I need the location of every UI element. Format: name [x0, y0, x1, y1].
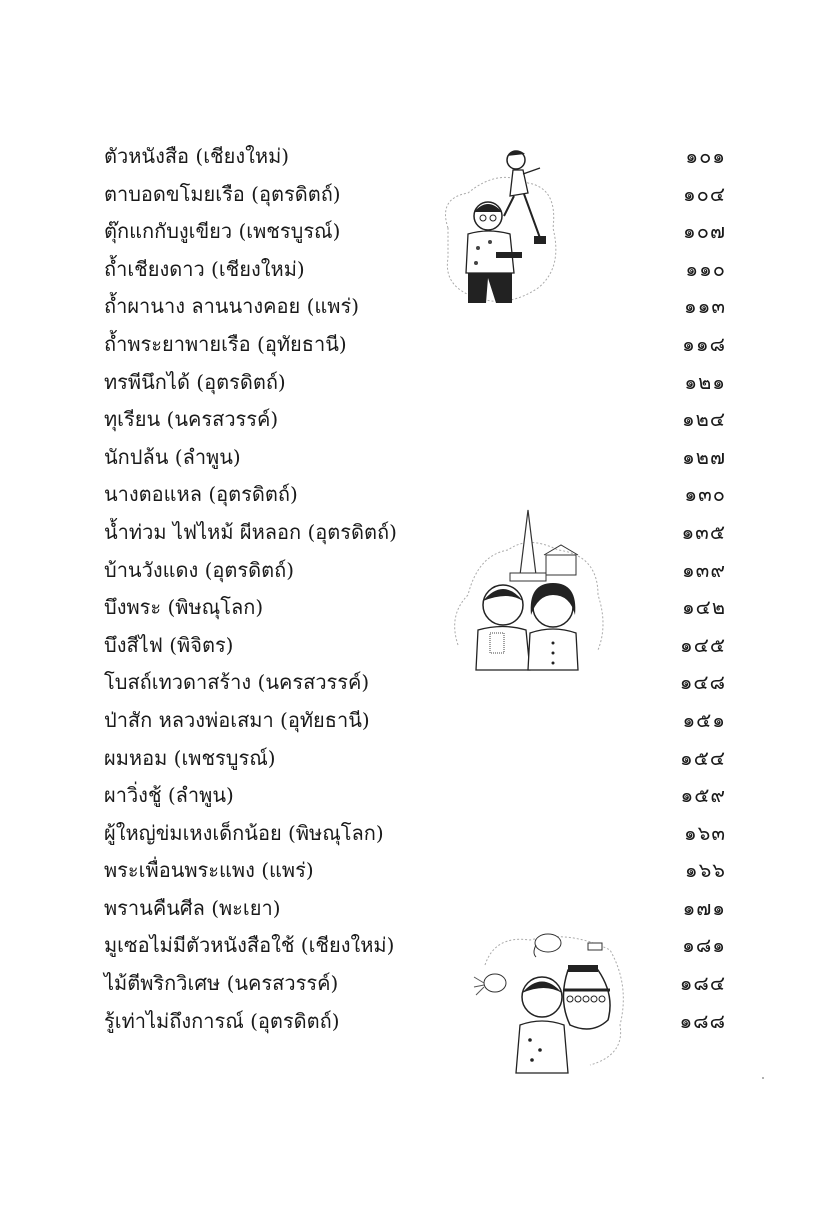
toc-entry: [104, 251, 726, 289]
toc-entry: [104, 439, 726, 477]
toc-entry-title: รู้เท่าไม่ถึงการณ์ (อุตรดิตถ์): [104, 1008, 340, 1033]
toc-entry-title: ไม้ตีพริกวิเศษ (นครสวรรค์): [104, 971, 339, 996]
toc-entry-title: บ้านวังแดง (อุตรดิตถ์): [104, 557, 295, 582]
toc-entry: [104, 552, 726, 590]
toc-entry-title: น้ำท่วม ไฟไหม้ ผีหลอก (อุตรดิตถ์): [104, 519, 397, 544]
toc-entry-title: ถ้ำพระยาพายเรือ (อุทัยธานี): [104, 331, 347, 356]
toc-entry: [104, 890, 726, 928]
toc-entry-title: มูเซอไม่มีตัวหนังสือใช้ (เชียงใหม่): [104, 933, 395, 958]
toc-entry-page-number: ๑๑๐: [685, 256, 726, 281]
toc-entry-title: พระเพื่อนพระแพง (แพร่): [104, 858, 314, 883]
toc-entry: [104, 138, 726, 176]
toc-entry-page-number: ๑๘๘: [679, 1008, 726, 1033]
toc-entry-page-number: ๑๐๗: [683, 219, 726, 244]
toc-entry-page-number: ๑๐๑: [685, 144, 726, 168]
toc-entry-title: ถ้ำผานาง ลานนางคอย (แพร่): [104, 294, 360, 319]
toc-entry: [104, 288, 726, 326]
toc-entry-page-number: ๑๔๘: [679, 670, 726, 695]
toc-entry: [104, 213, 726, 251]
toc-entry-page-number: ๑๓๙: [681, 557, 726, 582]
pot-carrier-illustration: [470, 925, 630, 1075]
toc-entry: [104, 740, 726, 778]
toc-entry-title: ตัวหนังสือ (เชียงใหม่): [104, 144, 290, 168]
toc-entry-title: โบสถ์เทวดาสร้าง (นครสวรรค์): [104, 670, 370, 695]
toc-entry-title: พรานคืนศีล (พะเยา): [104, 895, 281, 920]
paper-speck: [762, 1077, 764, 1079]
toc-entry-page-number: ๑๕๔: [680, 745, 726, 770]
toc-entry-title: ป่าสัก หลวงพ่อเสมา (อุทัยธานี): [104, 707, 370, 732]
pot-drawing-icon: [470, 925, 630, 1075]
toc-entry: [104, 927, 726, 965]
toc-entry: [104, 815, 726, 853]
toc-entry: [104, 965, 726, 1003]
toc-entry-page-number: ๑๘๑: [682, 933, 726, 958]
toc-entry: [104, 702, 726, 740]
toc-entry-page-number: ๑๕๙: [680, 783, 726, 808]
toc-entry: [104, 777, 726, 815]
toc-entry-page-number: ๑๘๔: [679, 971, 726, 996]
toc-entry-page-number: ๑๖๓: [683, 820, 726, 845]
toc-entry-page-number: ๑๗๑: [682, 895, 726, 920]
toc-entry-page-number: ๑๖๖: [684, 858, 726, 883]
toc-entry-title: ผู้ใหญ่ข่มเหงเด็กน้อย (พิษณุโลก): [104, 820, 384, 845]
toc-entry-page-number: ๑๐๔: [682, 181, 726, 206]
toc-entry: [104, 1003, 726, 1041]
toc-entry-page-number: ๑๓๐: [684, 482, 726, 507]
chase-drawing-icon: [428, 138, 568, 308]
toc-entry-page-number: ๑๑๓: [683, 294, 726, 319]
toc-entry-page-number: ๑๒๑: [684, 369, 726, 394]
toc-entry-title: บึงพระ (พิษณุโลก): [104, 595, 264, 620]
toc-entry-title: นักปล้น (ลำพูน): [104, 444, 241, 469]
toc-entry-title: ตาบอดขโมยเรือ (อุตรดิตถ์): [104, 181, 341, 206]
toc-entry: [104, 176, 726, 214]
toc-entry-page-number: ๑๑๘: [682, 331, 726, 356]
toc-entry: [104, 852, 726, 890]
toc-entry: [104, 364, 726, 402]
toc-entry: [104, 589, 726, 627]
toc-entry-page-number: ๑๔๒: [681, 595, 726, 620]
chase-illustration: [428, 138, 568, 308]
table-of-contents: [104, 138, 726, 1040]
toc-entry-title: ผมหอม (เพชรบูรณ์): [104, 745, 276, 770]
toc-entry: [104, 664, 726, 702]
toc-entry-title: ทรพีนึกได้ (อุตรดิตถ์): [104, 369, 286, 394]
temple-couple-illustration: [448, 505, 608, 675]
temple-drawing-icon: [448, 505, 608, 675]
toc-entry: [104, 514, 726, 552]
toc-entry-title: บึงสีไฟ (พิจิตร): [104, 632, 234, 657]
toc-entry: [104, 401, 726, 439]
toc-entry: [104, 326, 726, 364]
toc-entry: [104, 476, 726, 514]
toc-entry-title: ถ้ำเชียงดาว (เชียงใหม่): [104, 256, 305, 281]
toc-entry-title: นางตอแหล (อุตรดิตถ์): [104, 482, 298, 507]
toc-entry-title: ผาวิ่งชู้ (ลำพูน): [104, 783, 234, 808]
toc-entry-page-number: ๑๔๕: [680, 632, 726, 657]
toc-entry: [104, 627, 726, 665]
toc-entry-title: ตุ๊กแกกับงูเขียว (เพชรบูรณ์): [104, 219, 341, 244]
toc-entry-title: ทุเรียน (นครสวรรค์): [104, 407, 279, 432]
toc-entry-page-number: ๑๒๗: [682, 444, 726, 469]
toc-entry-page-number: ๑๓๕: [681, 519, 726, 544]
toc-entry-page-number: ๑๒๔: [681, 407, 726, 432]
toc-entry-page-number: ๑๕๑: [682, 707, 726, 732]
